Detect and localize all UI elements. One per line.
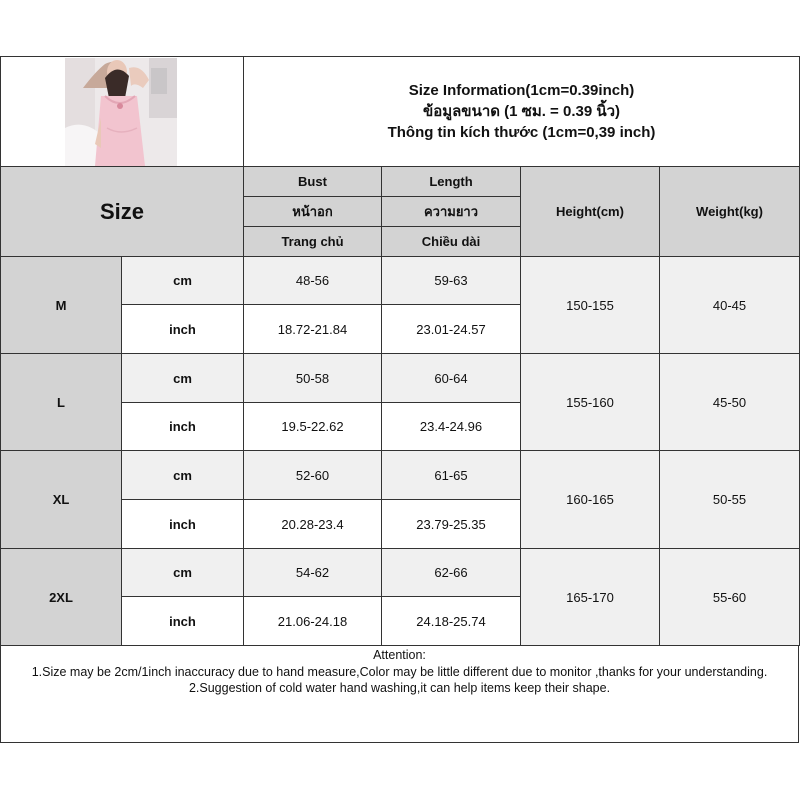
length-cm-value: 61-65: [381, 450, 521, 500]
length-inch-value: 23.4-24.96: [381, 402, 521, 451]
unit-cm: cm: [121, 353, 244, 403]
length-cm-value: 62-66: [381, 548, 521, 597]
height-value: 155-160: [520, 353, 660, 451]
unit-inch: inch: [121, 402, 244, 451]
weight-value: 50-55: [659, 450, 800, 549]
length-inch-value: 23.01-24.57: [381, 304, 521, 354]
bust-inch-value: 18.72-21.84: [243, 304, 382, 354]
unit-cm: cm: [121, 548, 244, 597]
attention-notes: [0, 645, 799, 743]
weight-value: 45-50: [659, 353, 800, 451]
size-label-m: M: [0, 256, 122, 354]
length-header-en: Length: [381, 166, 521, 197]
size-information-title: [243, 56, 800, 167]
unit-inch: inch: [121, 499, 244, 549]
bust-cm-value: 50-58: [243, 353, 382, 403]
height-value: 165-170: [520, 548, 660, 646]
length-header-vi: Chiều dài: [381, 226, 521, 257]
length-inch-value: 23.79-25.35: [381, 499, 521, 549]
attention-heading: Attention:: [373, 648, 426, 662]
note-line-2: 2.Suggestion of cold water hand washing,it can help items keep their shape.: [188, 681, 611, 695]
bust-inch-value: 20.28-23.4: [243, 499, 382, 549]
size-label-xl: XL: [0, 450, 122, 549]
title-thai: ข้อมูลขนาด (1 ซม. = 0.39 นิ้ว): [422, 103, 621, 120]
weight-value: 55-60: [659, 548, 800, 646]
bust-cm-value: 48-56: [243, 256, 382, 305]
bust-cm-value: 52-60: [243, 450, 382, 500]
height-value: 150-155: [520, 256, 660, 354]
dress-photo: [65, 58, 177, 166]
weight-header: Weight(kg): [659, 166, 800, 257]
unit-cm: cm: [121, 256, 244, 305]
size-header: Size: [0, 166, 244, 257]
product-photo-cell: [0, 56, 244, 167]
bust-cm-value: 54-62: [243, 548, 382, 597]
unit-inch: inch: [121, 304, 244, 354]
title-english: Size Information(1cm=0.39inch): [408, 82, 635, 99]
weight-value: 40-45: [659, 256, 800, 354]
height-value: 160-165: [520, 450, 660, 549]
title-vietnamese: Thông tin kích thước (1cm=0,39 inch): [387, 124, 656, 141]
size-label-2xl: 2XL: [0, 548, 122, 646]
bust-header-th: หน้าอก: [243, 196, 382, 227]
length-inch-value: 24.18-25.74: [381, 596, 521, 646]
length-header-th: ความยาว: [381, 196, 521, 227]
bust-inch-value: 21.06-24.18: [243, 596, 382, 646]
size-label-l: L: [0, 353, 122, 451]
length-cm-value: 59-63: [381, 256, 521, 305]
unit-inch: inch: [121, 596, 244, 646]
height-header: Height(cm): [520, 166, 660, 257]
note-line-1: 1.Size may be 2cm/1inch inaccuracy due to hand measure,Color may be little different due to monitor ,thanks for your understanding.: [31, 664, 768, 679]
bust-inch-value: 19.5-22.62: [243, 402, 382, 451]
bust-header-vi: Trang chủ: [243, 226, 382, 257]
bust-header-en: Bust: [243, 166, 382, 197]
length-cm-value: 60-64: [381, 353, 521, 403]
unit-cm: cm: [121, 450, 244, 500]
